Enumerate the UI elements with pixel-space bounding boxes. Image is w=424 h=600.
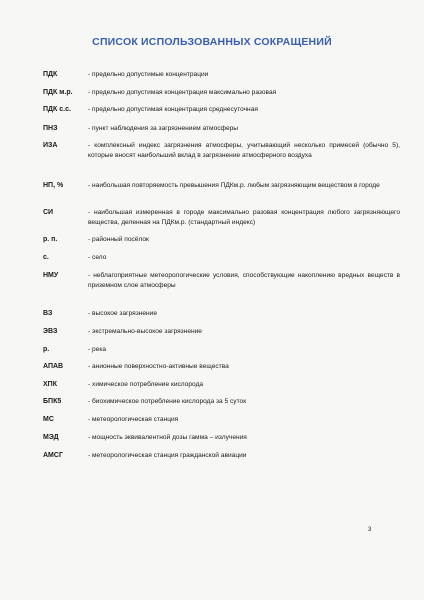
entry-abbreviation: НМУ — [43, 272, 59, 279]
entry-abbreviation: БПК5 — [43, 398, 62, 405]
entry-definition: - мощность эквивалентной дозы гамма – излучения — [88, 434, 247, 441]
entry-abbreviation: р. — [43, 346, 50, 353]
entry-definition: - наибольшая повторяемость превышения ПДКм.р. любым загрязняющим веществом в городе — [88, 182, 380, 189]
entry-definition: - неблагоприятные метеорологические условия, способствующие накоплению вредных веществ в приземном слое атмосферы — [88, 272, 400, 289]
entry-abbreviation: ХПК — [43, 381, 57, 388]
entry-abbreviation: МЭД — [43, 434, 59, 441]
entry-definition: - наибольшая измеренная в городе максимально разовая концентрация любого загрязняющего вещества, деленная на ПДКм.р. (стандартный индекс) — [88, 209, 400, 226]
entry-definition: - экстремально-высокое загрязнение — [88, 328, 202, 335]
entry-abbreviation: ЭВЗ — [43, 328, 58, 335]
entry-definition: - предельно допустимые концентрации — [88, 71, 209, 78]
entry-definition: - река — [88, 346, 107, 353]
entry-definition: - село — [88, 254, 107, 261]
page-number: 3 — [368, 527, 372, 533]
entry-definition: - метеорологическая станция гражданской авиации — [88, 452, 247, 459]
entry-definition: - высокое загрязнение — [88, 310, 158, 317]
entry-abbreviation: НП, % — [43, 182, 64, 189]
entry-definition: - метеорологическая станция — [88, 416, 179, 423]
entry-abbreviation: АМСГ — [43, 452, 63, 459]
entry-abbreviation: с. — [43, 254, 49, 261]
entry-definition: - биохимическое потребление кислорода за 5 суток — [88, 398, 247, 405]
entry-abbreviation: ПНЗ — [43, 125, 58, 132]
entry-abbreviation: ВЗ — [43, 310, 53, 317]
entry-abbreviation: ИЗА — [43, 142, 58, 149]
entry-abbreviation: р. п. — [43, 236, 58, 243]
entry-definition: - районный посёлок — [88, 236, 149, 243]
entry-abbreviation: ПДК с.с. — [43, 106, 71, 113]
entry-definition: - предельно допустимая концентрация среднесуточная — [88, 106, 258, 113]
entry-definition: - анионные поверхностно-активные вещества — [88, 363, 229, 370]
entry-definition: - предельно допустимая концентрация максимально разовая — [88, 89, 277, 96]
page-title: СПИСОК ИСПОЛЬЗОВАННЫХ СОКРАЩЕНИЙ — [92, 36, 332, 48]
entry-definition: - комплексный индекс загрязнения атмосферы, учитывающий несколько примесей (обычно 5), которые вносят наибольший вклад в загрязнение атмосферного воздуха — [88, 142, 400, 159]
entry-abbreviation: МС — [43, 416, 54, 423]
entry-definition: - пункт наблюдения за загрязнением атмосферы — [88, 125, 239, 132]
entry-abbreviation: ПДК м.р. — [43, 89, 73, 96]
entry-definition: - химическое потребление кислорода — [88, 381, 204, 388]
entry-abbreviation: ПДК — [43, 71, 58, 78]
entry-abbreviation: СИ — [43, 209, 54, 216]
entry-abbreviation: АПАВ — [43, 363, 64, 370]
